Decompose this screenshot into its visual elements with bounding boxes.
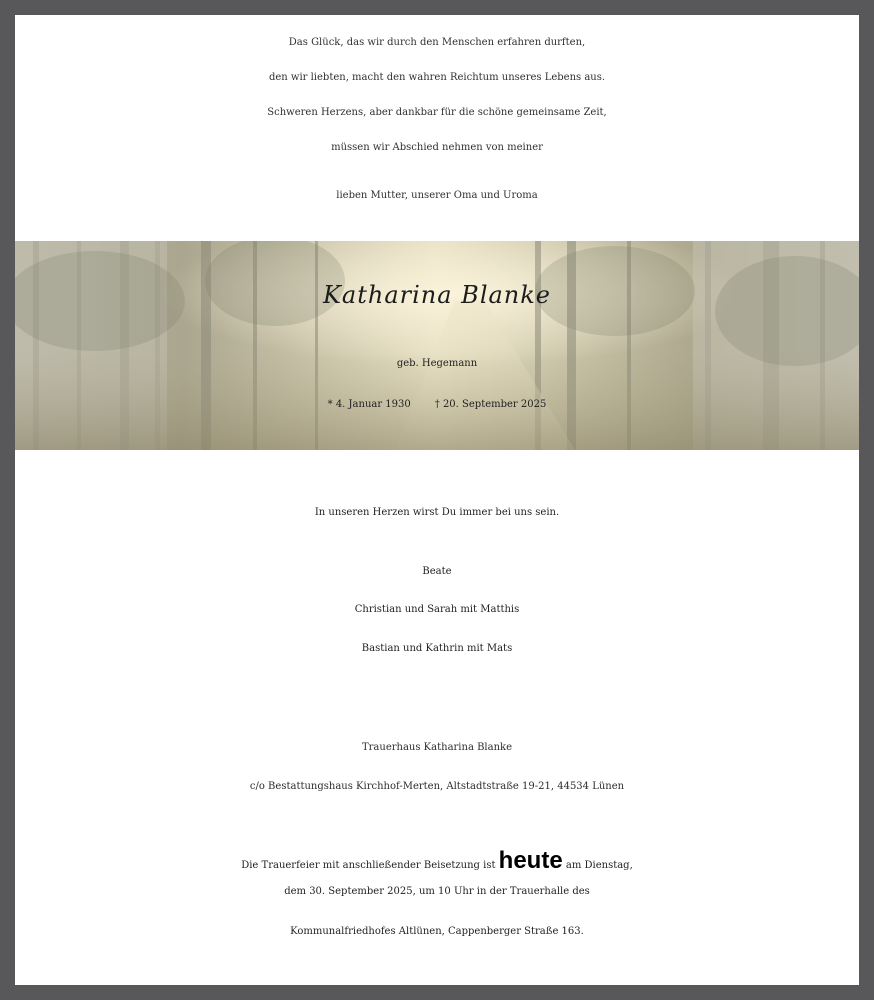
- mourning-house: Trauerhaus Katharina Blanke: [361, 742, 513, 753]
- intro-line-4: müssen wir Abschied nehmen von meiner: [331, 142, 543, 153]
- intro-line-2: den wir liebten, macht den wahren Reichtum unseres Lebens aus.: [268, 72, 606, 83]
- ceremony-line-1: [15, 847, 859, 875]
- memorial-quote: In unseren Herzen wirst Du immer bei uns sein.: [314, 507, 560, 518]
- intro-line-5: lieben Mutter, unserer Oma und Uroma: [336, 190, 538, 201]
- intro-line-1: Das Glück, das wir durch den Menschen erfahren durften,: [288, 37, 586, 48]
- ceremony-highlight-today: heute: [498, 847, 563, 874]
- ceremony-text-after: am Dienstag,: [565, 860, 633, 871]
- ceremony-line-2: dem 30. September 2025, um 10 Uhr in der Trauerhalle des: [284, 886, 590, 897]
- funeral-home-address: c/o Bestattungshaus Kirchhof-Merten, Altstadtstraße 19-21, 44534 Lünen: [249, 781, 625, 792]
- ceremony-text-before: Die Trauerfeier mit anschließender Beisetzung ist: [241, 860, 496, 871]
- intro-line-3: Schweren Herzens, aber dankbar für die schöne gemeinsame Zeit,: [267, 107, 607, 118]
- family-member-1: Beate: [422, 566, 452, 577]
- family-member-3: Bastian und Kathrin mit Mats: [361, 643, 513, 654]
- birth-date: * 4. Januar 1930: [327, 399, 411, 410]
- life-dates: [15, 399, 859, 410]
- obituary-notice: [15, 15, 859, 985]
- birth-name: geb. Hegemann: [396, 358, 478, 369]
- forest-banner-image: [15, 241, 859, 450]
- family-member-2: Christian und Sarah mit Matthis: [354, 604, 520, 615]
- ceremony-line-3: Kommunalfriedhofes Altlünen, Cappenberger Straße 163.: [290, 926, 584, 937]
- forest-photo-illustration: [15, 241, 859, 450]
- death-date: † 20. September 2025: [434, 399, 547, 410]
- deceased-name: Katharina Blanke: [322, 281, 551, 309]
